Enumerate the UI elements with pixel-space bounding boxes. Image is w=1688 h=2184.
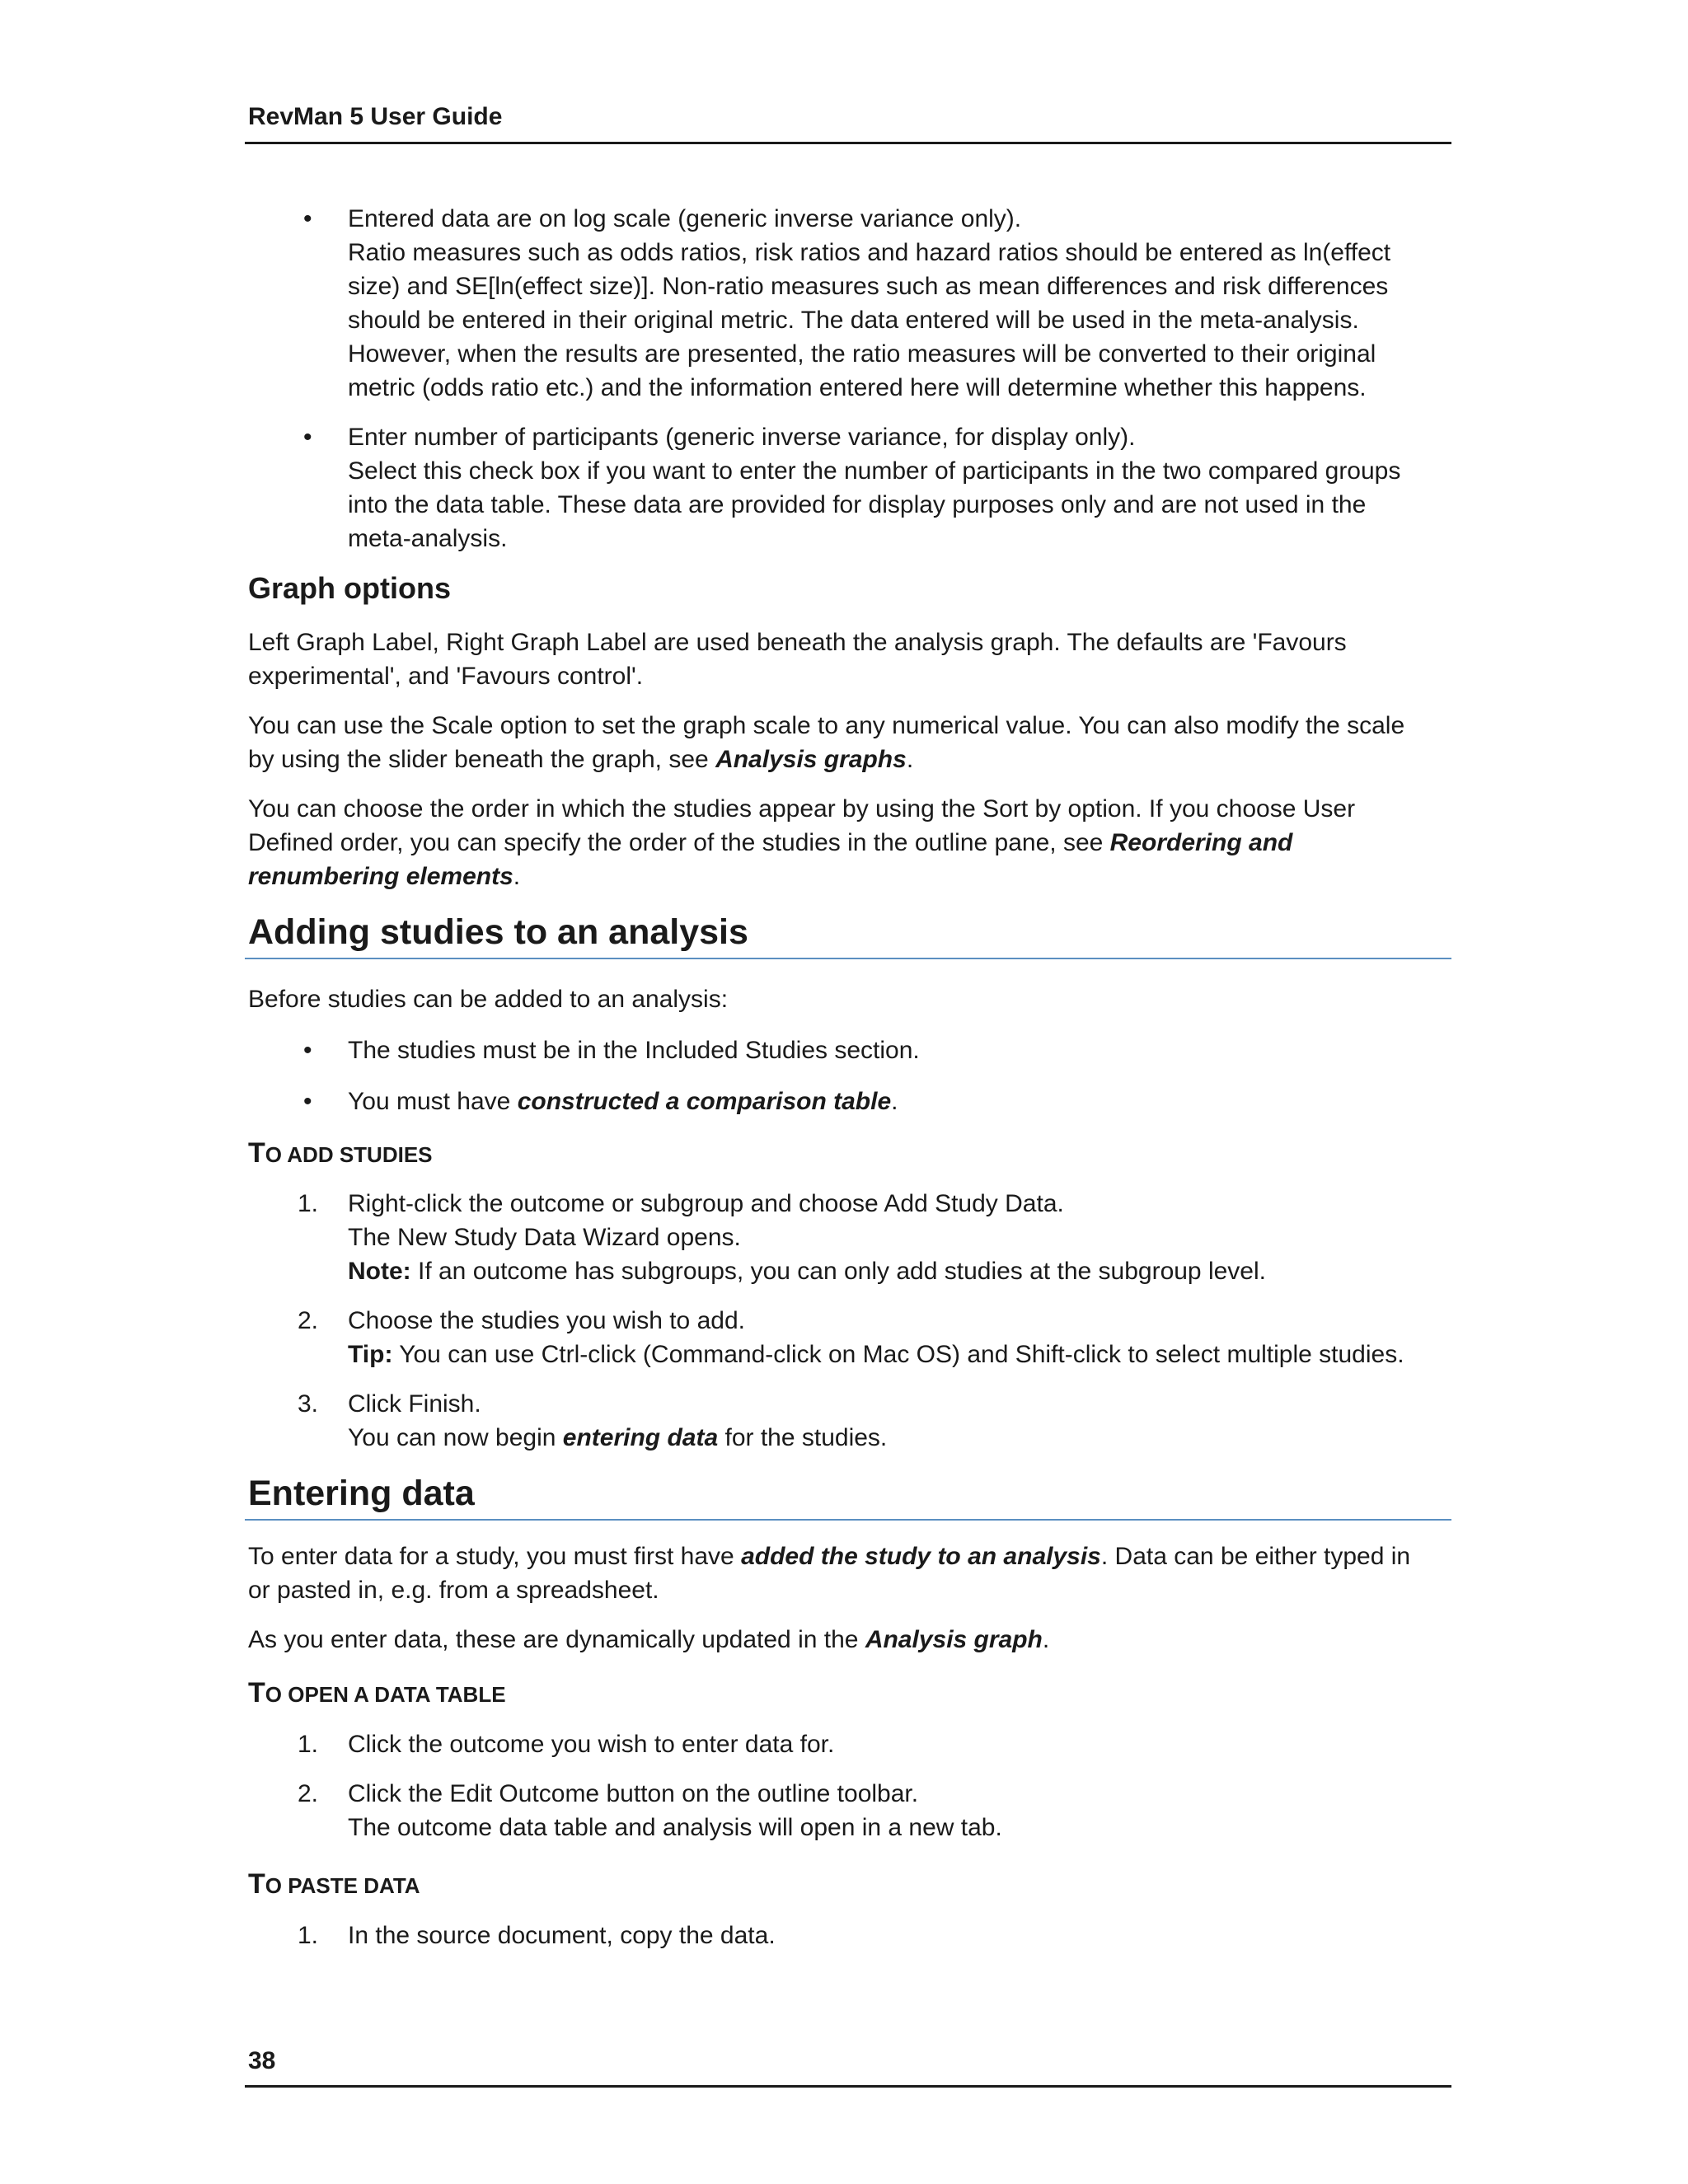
link-renumbering[interactable]: renumbering elements [248, 863, 513, 890]
step-item: 1. Right-click the outcome or subgroup and choose Add Study Data. The New Study Data Wizard opens. Note: If an outcome has subgroups, you can only add studies at the subgroup level. [298, 1190, 1266, 1285]
link-reordering[interactable]: Reordering and [1109, 829, 1293, 856]
link-analysis-graphs[interactable]: Analysis graphs [715, 746, 907, 773]
add-studies-steps [248, 1187, 1448, 1455]
bullet-log-scale: • Entered data are on log scale (generic inverse variance only). Ratio measures such as odds ratios, risk ratios and hazard ratios should be entered as ln(effect size) and SE[ln(effect size)]. Non-ratio measures such as mean differences and risk differences should be entered in their original metric. The data entered will be used in the meta-analysis. However, when the results are presented, the ratio measures will be converted to their original metric (odds ratio etc.) and the information entered here will determine whether this happens. [248, 202, 1448, 405]
entering-p1: To enter data for a study, you must first have added the study to an analysis. Data can be either typed in or pasted in, e.g. from a spreadsheet. [248, 1543, 1411, 1604]
footer-rule [245, 2085, 1451, 2088]
link-constructed-comparison-table[interactable]: constructed a comparison table [517, 1088, 892, 1115]
heading-rule [245, 1519, 1451, 1521]
link-added-study[interactable]: added the study to an analysis [741, 1543, 1101, 1570]
bullet-included-studies: • The studies must be in the Included Studies section. [248, 1033, 1448, 1067]
entering-data-section [248, 1470, 1448, 1521]
step-item: 2. Click the Edit Outcome button on the outline toolbar. The outcome data table and analysis will open in a new tab. [298, 1780, 1002, 1841]
paste-data-steps [248, 1919, 1448, 1952]
open-table-steps [248, 1727, 1448, 1844]
adding-studies-heading: Adding studies to an analysis [248, 912, 748, 952]
procedure-paste-data: TO PASTE DATA [248, 1868, 420, 1900]
adding-studies-section [248, 909, 1448, 959]
step-item: 1. Click the outcome you wish to enter data for. [298, 1731, 835, 1758]
link-analysis-graph[interactable]: Analysis graph [865, 1626, 1043, 1653]
procedure-add-studies: TO ADD STUDIES [248, 1137, 433, 1169]
graph-options-section [248, 569, 1448, 608]
step-item: 3. Click Finish. You can now begin entering data for the studies. [298, 1390, 888, 1451]
graph-options-p3: You can choose the order in which the studies appear by using the Sort by option. If you choose User Defined order, you can specify the order of the studies in the outline pane, see Reordering and renumbering elements. [248, 795, 1356, 890]
graph-options-p1: Left Graph Label, Right Graph Label are used beneath the analysis graph. The defaults are 'Favours experimental', and 'Favours control'. [248, 629, 1347, 690]
bullet-icon: • [303, 1037, 312, 1064]
adding-intro: Before studies can be added to an analysis: [248, 986, 729, 1013]
running-header: RevMan 5 User Guide [248, 103, 503, 130]
procedure-open-data-table: TO OPEN A DATA TABLE [248, 1677, 506, 1708]
bullet-participants: • Enter number of participants (generic inverse variance, for display only). Select this check box if you want to enter the number of participants in the two compared groups into the data table. These data are provided for display purposes only and are not used in the meta-analysis. [248, 420, 1448, 555]
entering-data-heading: Entering data [248, 1474, 475, 1513]
entering-p2: As you enter data, these are dynamically updated in the Analysis graph. [248, 1626, 1050, 1653]
options-bullet-list [248, 202, 1448, 555]
graph-options-heading: Graph options [248, 571, 451, 605]
page-number: 38 [248, 2047, 276, 2074]
bullet-comparison-table: • You must have constructed a comparison table. [248, 1085, 1448, 1118]
step-item: 1. In the source document, copy the data. [298, 1922, 776, 1949]
bullet-icon: • [303, 1088, 312, 1115]
heading-rule [245, 958, 1451, 959]
step-item: 2. Choose the studies you wish to add. Tip: You can use Ctrl-click (Command-click on Mac OS) and Shift-click to select multiple studies. [298, 1307, 1404, 1368]
adding-bullets [248, 1033, 1448, 1118]
link-entering-data[interactable]: entering data [562, 1424, 719, 1451]
header-rule [245, 142, 1451, 144]
graph-options-p2: You can use the Scale option to set the graph scale to any numerical value. You can also modify the scale by using the slider beneath the graph, see Analysis graphs. [248, 712, 1405, 773]
bullet-icon: • [303, 424, 312, 451]
bullet-icon: • [303, 205, 312, 232]
